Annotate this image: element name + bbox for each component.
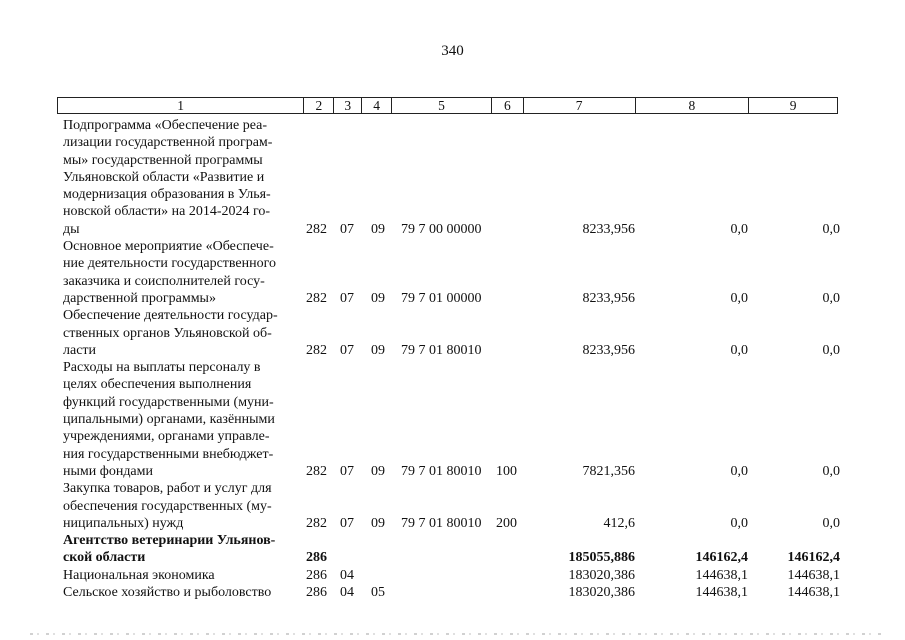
cell-sum-col7: 8233,956 xyxy=(582,221,635,237)
cell-glava: 286 xyxy=(306,585,327,601)
description-line: заказчика и соисполнителей госу- xyxy=(63,273,265,289)
header-col-8: 8 xyxy=(636,98,750,113)
cell-podrazdel: 09 xyxy=(371,463,385,479)
header-col-1: 1 xyxy=(58,98,304,113)
cell-expense-type: 200 xyxy=(496,515,517,531)
row-description xyxy=(63,584,298,601)
cell-sum-col9: 0,0 xyxy=(822,463,840,479)
table-body xyxy=(0,117,905,601)
description-line: модернизация образования в Улья- xyxy=(63,187,271,203)
cell-sum-col7: 183020,386 xyxy=(568,567,635,583)
cell-sum-col7: 8233,956 xyxy=(582,342,635,358)
row-description xyxy=(63,480,298,532)
description-line: ние деятельности государственного xyxy=(63,256,277,272)
cell-sum-col7: 8233,956 xyxy=(582,290,635,306)
cell-glava: 286 xyxy=(306,567,327,583)
cell-glava: 282 xyxy=(306,515,327,531)
cell-sum-col7: 412,6 xyxy=(603,515,635,531)
cell-target-article: 79 7 01 00000 xyxy=(401,290,482,306)
description-line: целях обеспечения выполнения xyxy=(63,377,252,393)
table-row xyxy=(0,567,905,584)
cell-podrazdel: 09 xyxy=(371,290,385,306)
description-line: функций государственными (муни- xyxy=(63,394,274,410)
cell-expense-type: 100 xyxy=(496,463,517,479)
description-line: мы» государственной программы xyxy=(63,152,263,168)
cell-target-article: 79 7 01 80010 xyxy=(401,463,482,479)
table-row xyxy=(0,584,905,601)
scan-artifact-line xyxy=(30,633,885,635)
cell-glava: 282 xyxy=(306,221,327,237)
row-description xyxy=(63,238,298,307)
cell-sum-col9: 0,0 xyxy=(822,342,840,358)
cell-sum-col7: 7821,356 xyxy=(582,463,635,479)
cell-sum-col8: 0,0 xyxy=(730,515,748,531)
description-line: ды xyxy=(63,221,80,237)
cell-target-article: 79 7 00 00000 xyxy=(401,221,482,237)
description-line: ния государственными внебюджет- xyxy=(63,446,274,462)
description-line: ципальными) органами, казёнными xyxy=(63,412,275,428)
header-col-9: 9 xyxy=(789,98,797,113)
row-description xyxy=(63,117,298,238)
table-row xyxy=(0,117,905,238)
table-row xyxy=(0,532,905,567)
cell-podrazdel: 09 xyxy=(371,221,385,237)
table-row xyxy=(0,238,905,307)
table-row xyxy=(0,307,905,359)
header-col-7: 7 xyxy=(524,98,636,113)
cell-glava: 282 xyxy=(306,290,327,306)
description-line: обеспечения государственных (му- xyxy=(63,498,272,514)
row-description xyxy=(63,359,298,480)
page-number: 340 xyxy=(441,43,464,59)
table-row xyxy=(0,359,905,480)
cell-sum-col9: 0,0 xyxy=(822,515,840,531)
description-line: Сельское хозяйство и рыболовство xyxy=(63,585,272,601)
cell-razdel: 07 xyxy=(340,342,354,358)
description-line: дарственной программы» xyxy=(63,290,216,306)
cell-sum-col9: 144638,1 xyxy=(787,585,840,601)
cell-sum-col8: 146162,4 xyxy=(695,550,748,566)
cell-glava: 282 xyxy=(306,463,327,479)
cell-sum-col9: 146162,4 xyxy=(787,550,840,566)
cell-sum-col7: 185055,886 xyxy=(568,550,635,566)
description-line: Агентство ветеринарии Ульянов- xyxy=(63,533,276,549)
cell-podrazdel: 09 xyxy=(371,515,385,531)
cell-sum-col8: 144638,1 xyxy=(695,585,748,601)
description-line: Ульяновской области «Развитие и xyxy=(63,169,265,185)
cell-glava: 286 xyxy=(306,550,327,566)
description-line: Основное мероприятие «Обеспече- xyxy=(63,239,274,255)
cell-sum-col8: 0,0 xyxy=(730,463,748,479)
row-description xyxy=(63,307,298,359)
cell-razdel: 04 xyxy=(340,585,354,601)
cell-razdel: 07 xyxy=(340,221,354,237)
description-line: Закупка товаров, работ и услуг для xyxy=(63,481,272,497)
cell-sum-col8: 0,0 xyxy=(730,342,748,358)
cell-razdel: 04 xyxy=(340,567,354,583)
description-line: новской области» на 2014-2024 го- xyxy=(63,204,271,220)
description-line: ской области xyxy=(63,550,146,566)
cell-glava: 282 xyxy=(306,342,327,358)
description-line: ными фондами xyxy=(63,463,154,479)
description-line: ниципальных) нужд xyxy=(63,515,184,531)
table-header-row xyxy=(57,97,838,114)
header-col-5: 5 xyxy=(392,98,492,113)
cell-sum-col9: 144638,1 xyxy=(787,567,840,583)
cell-sum-col9: 0,0 xyxy=(822,290,840,306)
description-line: ласти xyxy=(63,342,97,358)
description-line: Обеспечение деятельности государ- xyxy=(63,308,278,324)
description-line: учреждениями, органами управле- xyxy=(63,429,270,445)
header-col-4: 4 xyxy=(362,98,392,113)
description-line: Расходы на выплаты персоналу в xyxy=(63,360,261,376)
cell-sum-col8: 0,0 xyxy=(730,221,748,237)
cell-razdel: 07 xyxy=(340,463,354,479)
cell-podrazdel: 09 xyxy=(371,342,385,358)
header-col-6: 6 xyxy=(492,98,524,113)
cell-sum-col8: 0,0 xyxy=(730,290,748,306)
cell-podrazdel: 05 xyxy=(371,585,385,601)
description-line: Национальная экономика xyxy=(63,567,215,583)
row-description xyxy=(63,567,298,584)
table-row xyxy=(0,480,905,532)
header-col-2: 2 xyxy=(304,98,334,113)
cell-sum-col9: 0,0 xyxy=(822,221,840,237)
description-line: Подпрограмма «Обеспечение реа- xyxy=(63,118,268,133)
description-line: лизации государственной програм- xyxy=(63,135,273,151)
cell-sum-col7: 183020,386 xyxy=(568,585,635,601)
cell-target-article: 79 7 01 80010 xyxy=(401,515,482,531)
header-col-3: 3 xyxy=(334,98,362,113)
row-description xyxy=(63,532,298,567)
cell-target-article: 79 7 01 80010 xyxy=(401,342,482,358)
cell-razdel: 07 xyxy=(340,515,354,531)
cell-sum-col8: 144638,1 xyxy=(695,567,748,583)
cell-razdel: 07 xyxy=(340,290,354,306)
description-line: ственных органов Ульяновской об- xyxy=(63,325,272,341)
